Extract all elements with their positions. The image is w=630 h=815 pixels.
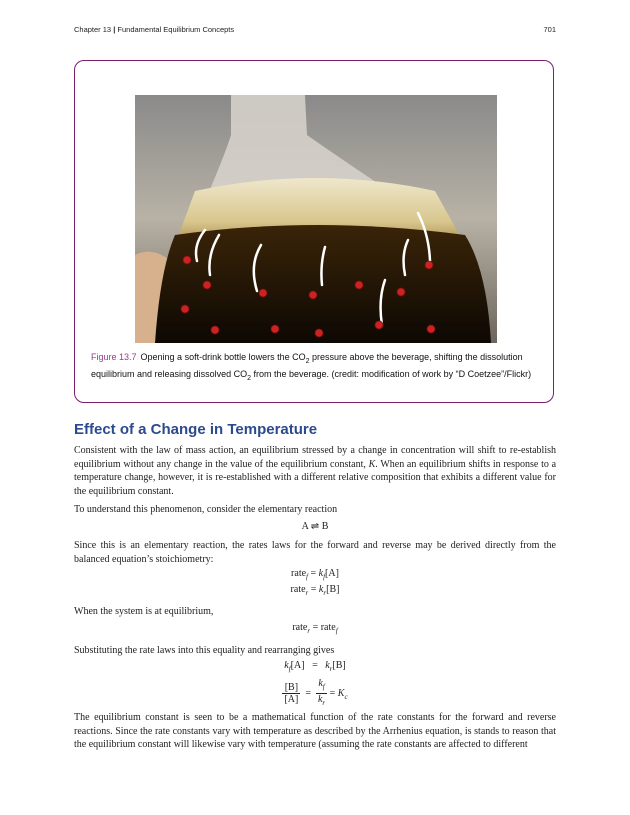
chapter-title: Chapter 13 | Fundamental Equilibrium Concepts [74, 25, 235, 34]
paragraph: To understand this phenomenon, consider the elementary reaction [74, 504, 338, 515]
figure-caption: Figure 13.7 Opening a soft-drink bottle lowers the $CO_2$ pressure above the beverage, shifting the dissolution equilibrium and releasing dissolved $CO_2$ from the beverage. (credit: modification of work by “D Coetzee”/Flickr) [91, 352, 532, 382]
figure-label: Figure 13.7 [91, 352, 137, 362]
rate-equality-equation: $k_f[A]$ = $k_r[B]$ [284, 660, 346, 673]
rate-forward-equation: rate$_f$ = $k_f[A]$ [291, 568, 339, 581]
paragraph: Since this is an elementary reaction, the rates laws for the forward and reverse may be derived directly from the balanced equation’s stoichiometry: [74, 540, 556, 565]
paragraph: Consistent with the law of mass action, an equilibrium stressed by a change in concentration will shift to re-establish equilibrium without any change in the value of the equilibrium constant, K. When an equilibrium shifts in response to a temperature change, however, it is re-established with a different relative composition that exhibits a different value for the equilibrium constant. [74, 445, 557, 497]
paragraph: Substituting the rate laws into this equality and rearranging gives [74, 645, 335, 656]
reaction-equation: A ⇌ B [301, 521, 329, 532]
equilibrium-constant-equation: $\frac{[B]}{[A]}$ = $\frac{k_f}{k_r}$ = $K_c$ [284, 678, 348, 707]
equilibrium-rate-equation: rate$_r$ = rate$_f$ [292, 622, 338, 635]
paragraph: The equilibrium constant is seen to be a mathematical function of the rate constants for the forward and reverse reactions. Since the rate constants vary with temperature as described by the Arrhenius equation, is stands to reason that the equilibrium constant will likewise vary with temperature (assuming the rate constants are affected to different [74, 712, 556, 750]
section-title: Effect of a Change in Temperature [74, 421, 318, 438]
figure-box [74, 60, 554, 403]
soda-flask-photo [135, 95, 497, 343]
paragraph: When the system is at equilibrium, [74, 606, 214, 617]
rate-reverse-equation: rate$_r$ = $k_r[B]$ [290, 584, 340, 597]
page-number: 701 [543, 25, 556, 34]
page-header [74, 25, 556, 37]
